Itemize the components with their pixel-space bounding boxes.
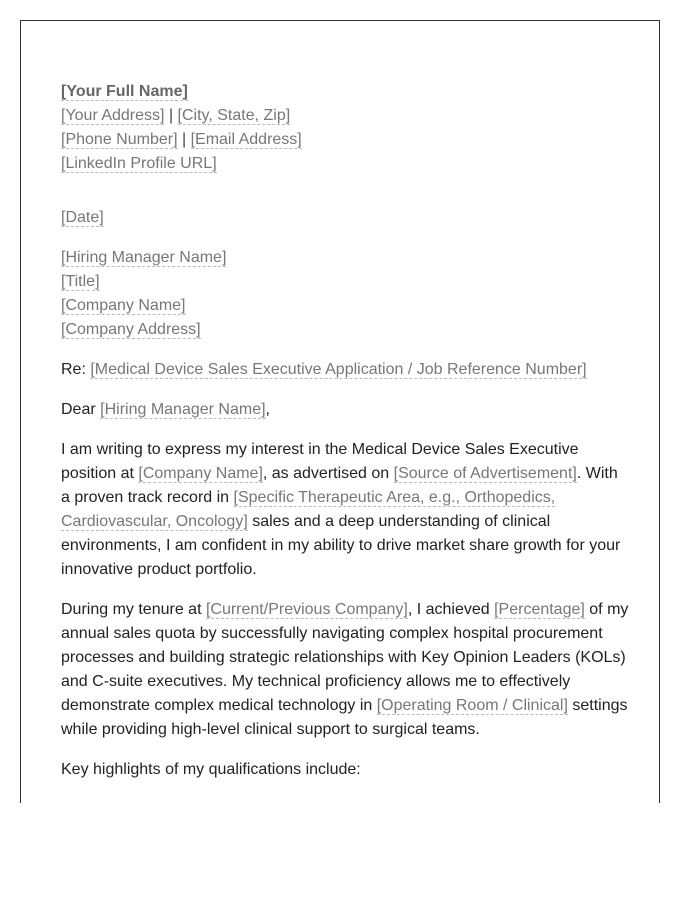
subject-text[interactable]: [Medical Device Sales Executive Application / Job Reference Number] — [90, 361, 587, 378]
separator: | — [168, 107, 174, 124]
sender-name[interactable]: [Your Full Name] — [61, 83, 188, 100]
letter-content — [61, 80, 631, 782]
letter-date[interactable]: [Date] — [61, 209, 104, 226]
sender-city[interactable]: [City, State, Zip] — [177, 107, 291, 124]
body-paragraph-2 — [61, 598, 631, 742]
recipient-company[interactable]: [Company Name] — [61, 297, 186, 314]
placeholder-current-company[interactable]: [Current/Previous Company] — [205, 601, 408, 618]
highlights-intro: Key highlights of my qualifications include: — [61, 761, 361, 778]
recipient-hiring-manager[interactable]: [Hiring Manager Name] — [61, 249, 227, 266]
date-line — [61, 206, 631, 230]
paragraph-text: , I achieved — [407, 601, 495, 618]
paragraph-text: . With a proven track record in — [61, 465, 618, 506]
paragraph-text: sales and a deep understanding of clinical environments, I am confident in my ability to drive market share growth for your innovative product portfolio. — [61, 513, 621, 578]
placeholder-percentage[interactable]: [Percentage] — [494, 601, 585, 618]
recipient-block — [61, 246, 631, 342]
subject-prefix: Re: — [61, 361, 86, 378]
recipient-company-address[interactable]: [Company Address] — [61, 321, 201, 338]
sender-linkedin[interactable]: [LinkedIn Profile URL] — [61, 155, 217, 172]
recipient-title[interactable]: [Title] — [61, 273, 100, 290]
separator: | — [181, 131, 187, 148]
sender-block — [61, 80, 631, 176]
placeholder-therapeutic-area[interactable]: [Specific Therapeutic Area, e.g., Orthopedics, Cardiovascular, Oncology] — [61, 489, 556, 530]
paragraph-text: settings while providing high-level clinical support to surgical teams. — [61, 697, 628, 738]
paragraph-text: of my annual sales quota by successfully navigating complex hospital procurement processes and building strategic relationships with Key Opinion Leaders (KOLs) and C-suite executives. My technical proficiency allows me to effectively demonstrate complex medical technology in — [61, 601, 629, 714]
salutation-prefix: Dear — [61, 401, 96, 418]
salutation-suffix: , — [265, 401, 270, 418]
sender-address[interactable]: [Your Address] — [61, 107, 165, 124]
placeholder-source[interactable]: [Source of Advertisement] — [393, 465, 577, 482]
paragraph-text: During my tenure at — [61, 601, 206, 618]
salutation — [61, 398, 631, 422]
sender-email[interactable]: [Email Address] — [190, 131, 302, 148]
placeholder-setting[interactable]: [Operating Room / Clinical] — [376, 697, 568, 714]
paragraph-text: I am writing to express my interest in the Medical Device Sales Executive position at — [61, 441, 579, 482]
sender-phone[interactable]: [Phone Number] — [61, 131, 178, 148]
placeholder-company[interactable]: [Company Name] — [138, 465, 263, 482]
salutation-name[interactable]: [Hiring Manager Name] — [100, 401, 266, 418]
paragraph-text: , as advertised on — [262, 465, 394, 482]
subject-line — [61, 358, 631, 382]
body-paragraph-1 — [61, 438, 631, 582]
